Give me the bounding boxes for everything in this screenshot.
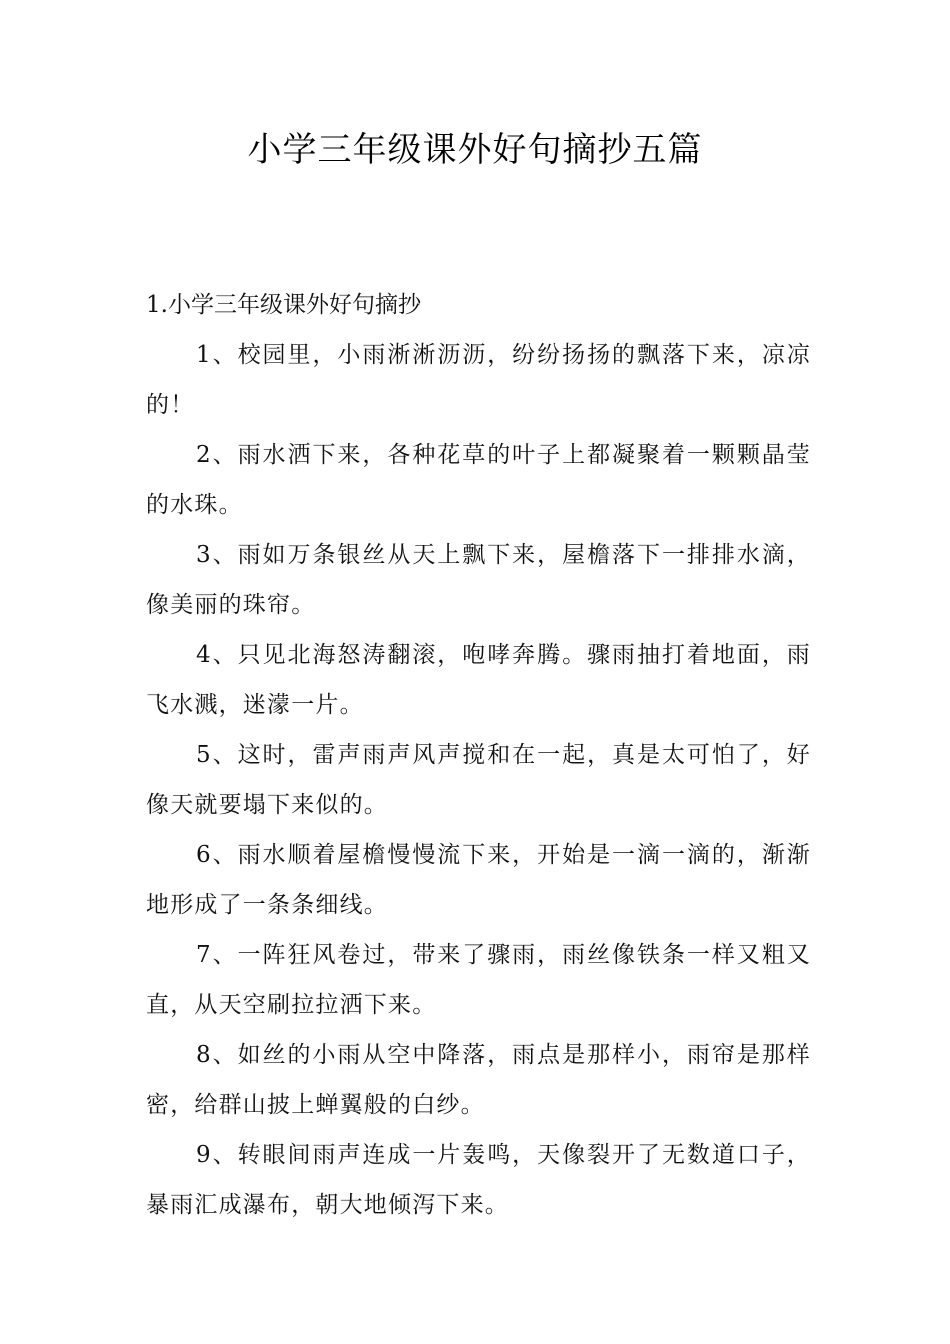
sentence-1: 1、校园里，小雨淅淅沥沥，纷纷扬扬的飘落下来，凉凉的！ xyxy=(146,342,811,418)
page-title: 小学三年级课外好句摘抄五篇 xyxy=(247,130,703,170)
sentence-5: 5、这时，雷声雨声风声搅和在一起，真是太可怕了，好像天就要塌下来似的。 xyxy=(146,742,811,818)
document-body xyxy=(146,280,811,1230)
sentence-7: 7、一阵狂风卷过，带来了骤雨，雨丝像铁条一样又粗又直，从天空刷拉拉洒下来。 xyxy=(146,942,811,1018)
sentence-3: 3、雨如万条银丝从天上飘下来，屋檐落下一排排水滴，像美丽的珠帘。 xyxy=(146,542,811,618)
sentence-4: 4、只见北海怒涛翻滚，咆哮奔腾。骤雨抽打着地面，雨飞水溅，迷濛一片。 xyxy=(146,642,811,718)
sentence-9: 9、转眼间雨声连成一片轰鸣，天像裂开了无数道口子，暴雨汇成瀑布，朝大地倾泻下来。 xyxy=(146,1142,811,1218)
sentence-2: 2、雨水洒下来，各种花草的叶子上都凝聚着一颗颗晶莹的水珠。 xyxy=(146,442,811,518)
sentence-8: 8、如丝的小雨从空中降落，雨点是那样小，雨帘是那样密，给群山披上蝉翼般的白纱。 xyxy=(146,1042,811,1118)
sentence-6: 6、雨水顺着屋檐慢慢流下来，开始是一滴一滴的，渐渐地形成了一条条细线。 xyxy=(146,842,811,918)
section-heading: 1.小学三年级课外好句摘抄 xyxy=(146,292,421,318)
